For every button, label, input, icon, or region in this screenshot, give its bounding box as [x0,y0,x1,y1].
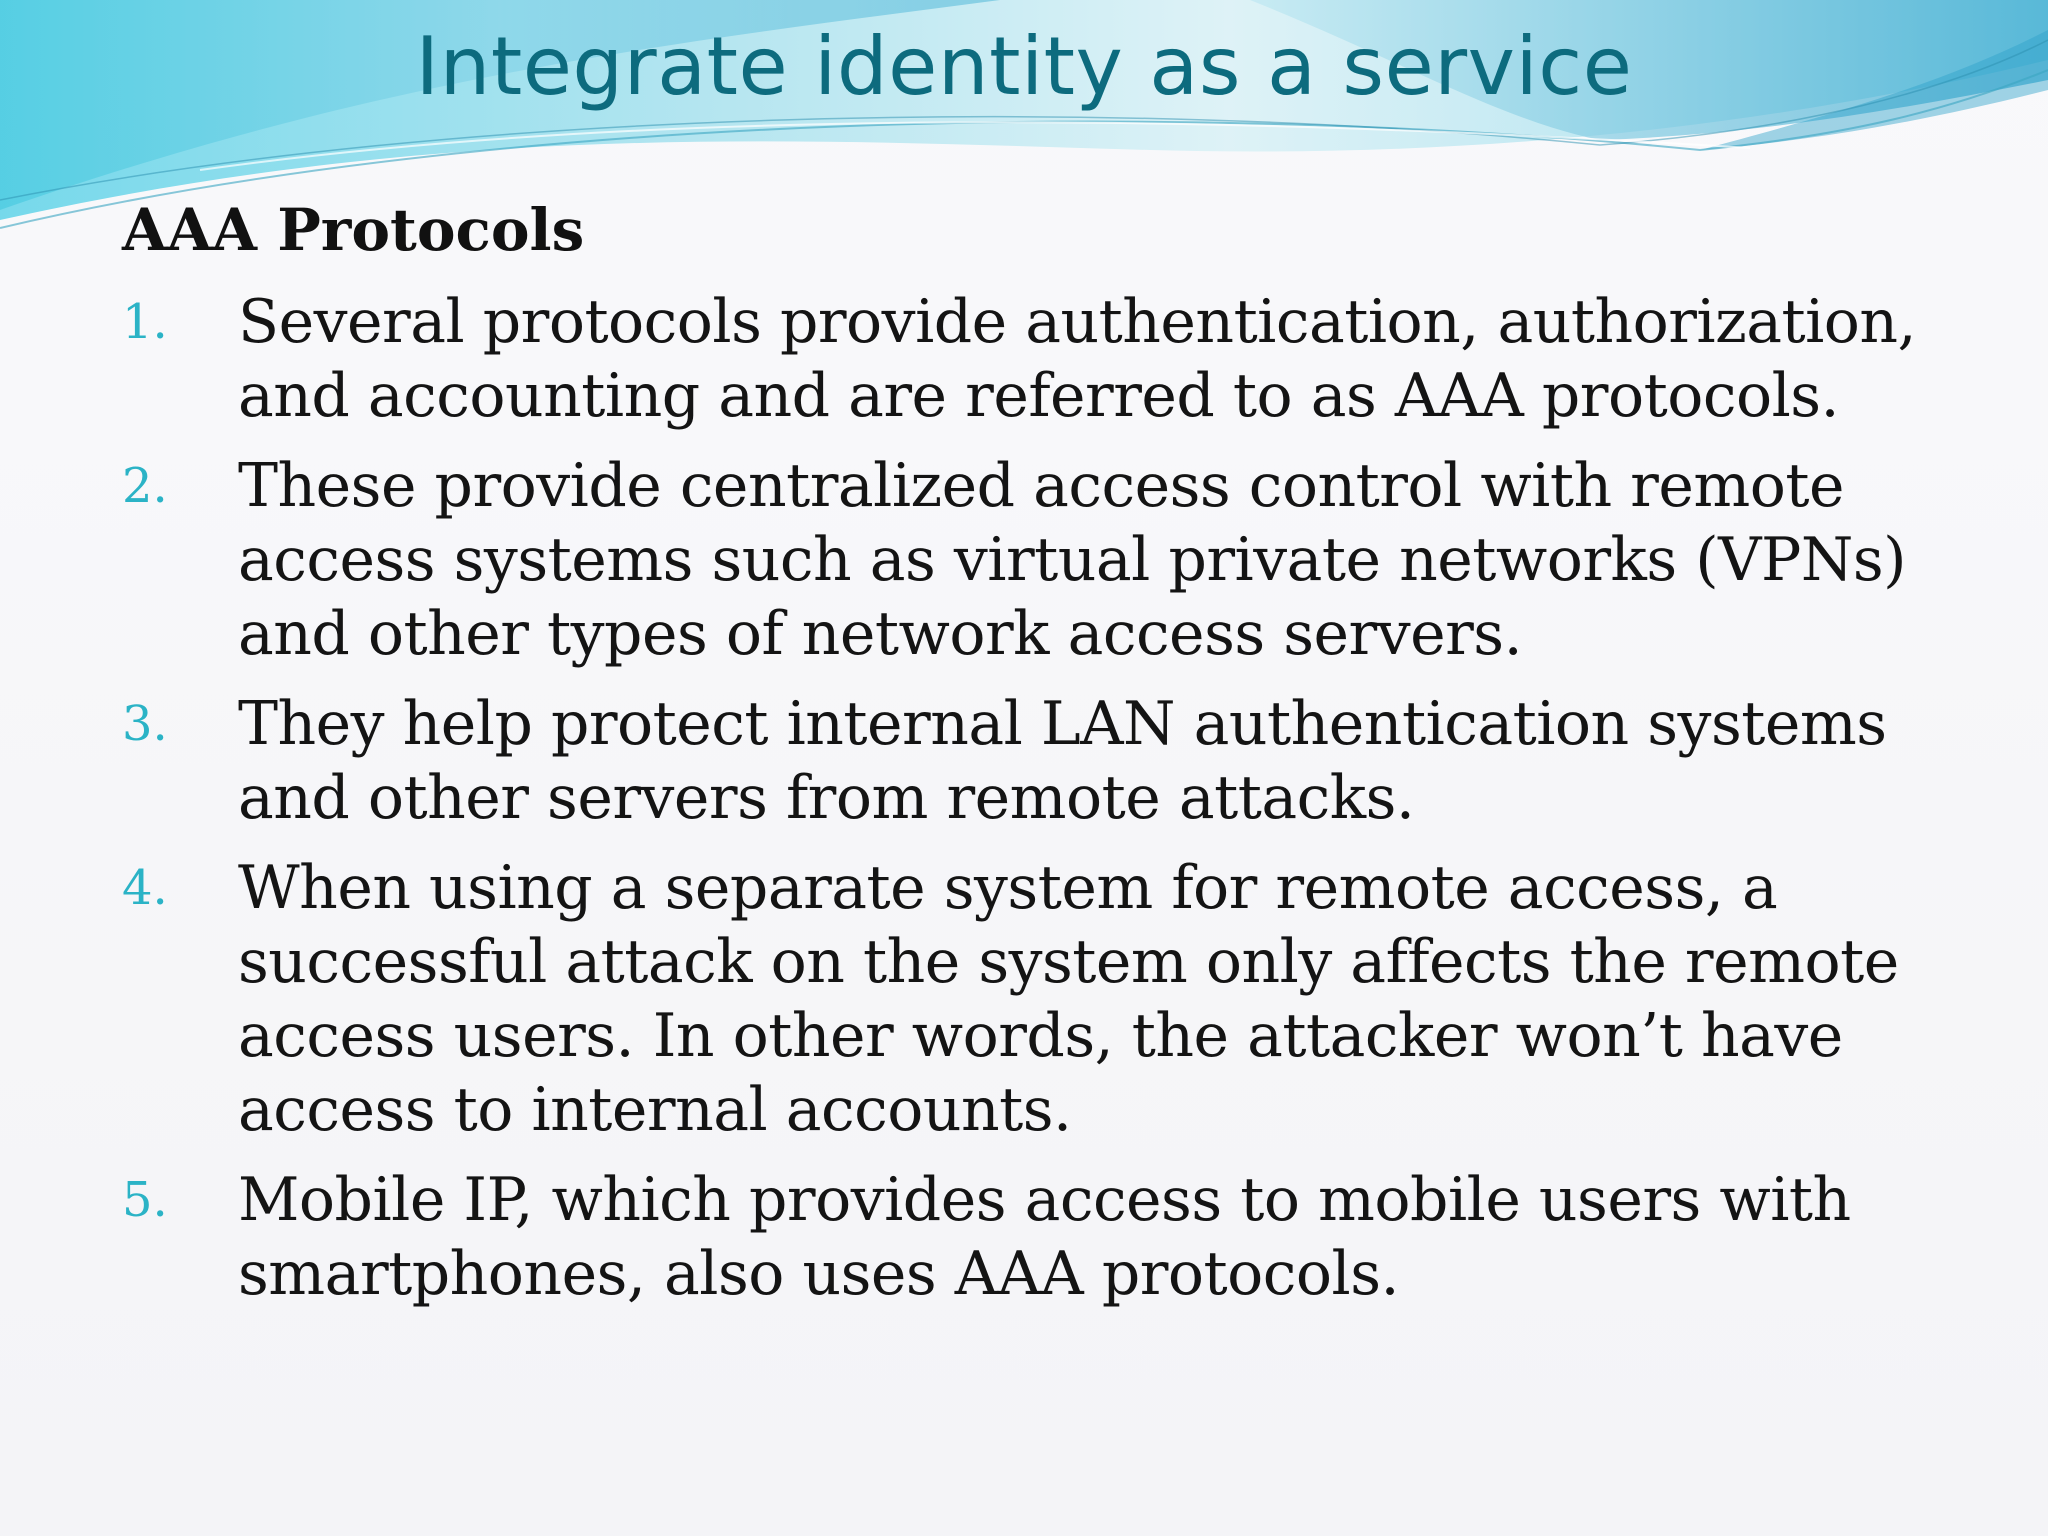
list-item-text: These provide centralized access control with remote access systems such as virtual private networks (VPNs) and other types of network access servers. [238,451,1907,669]
list-item-text: Mobile IP, which provides access to mobile users with smartphones, also uses AAA protocols. [238,1165,1851,1309]
list-number: 4. [122,860,168,916]
list-number: 2. [122,458,168,514]
list-item-text: They help protect internal LAN authentication systems and other servers from remote attacks. [238,689,1887,833]
list-item [122,1163,1922,1311]
list-number: 3. [122,696,168,752]
list-item [122,285,1922,433]
list-item [122,851,1922,1147]
list-item [122,449,1922,671]
list-item-text: When using a separate system for remote access, a successful attack on the system only affects the remote access users. In other words, the attacker won’t have access to internal accounts. [238,853,1899,1145]
numbered-list [122,285,1922,1327]
list-item-text: Several protocols provide authentication, authorization, and accounting and are referred to as AAA protocols. [238,287,1917,431]
list-number: 5. [122,1172,168,1228]
slide-title: Integrate identity as a service [415,20,1633,113]
list-item [122,687,1922,835]
list-number: 1. [122,294,168,350]
section-heading: AAA Protocols [122,196,585,264]
